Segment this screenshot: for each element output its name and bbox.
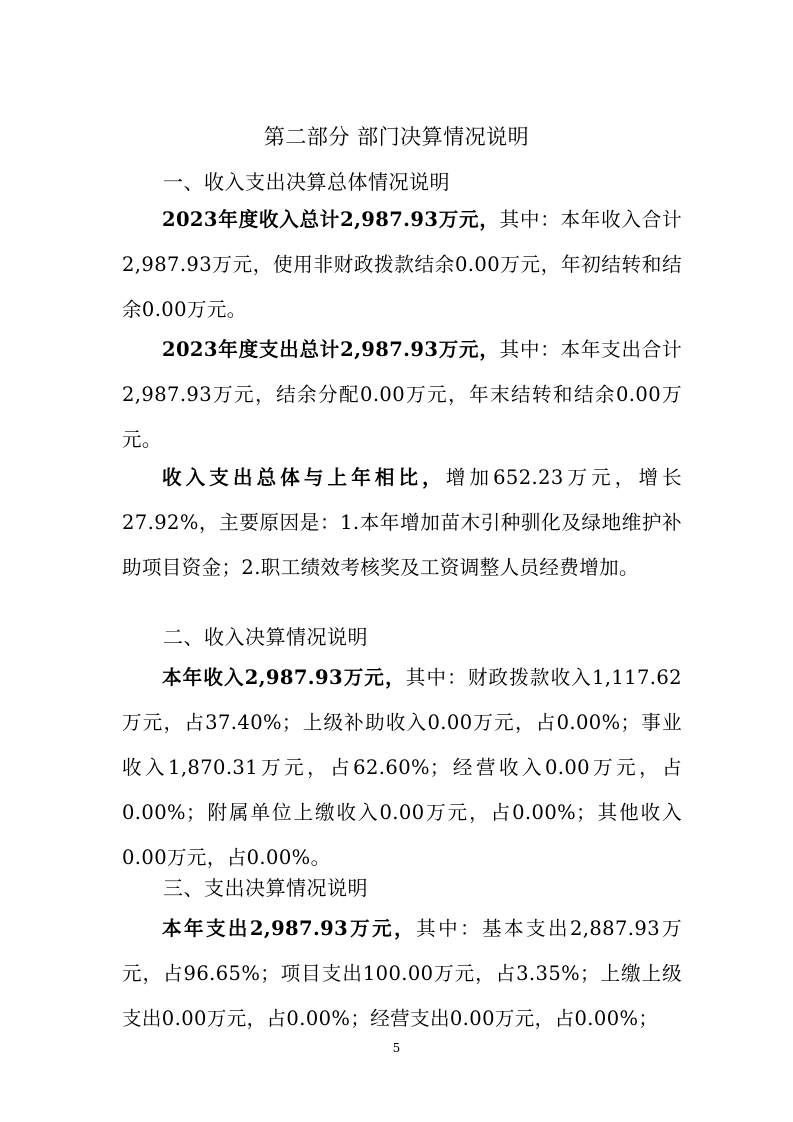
paragraph-lead: 本年支出2,987.93万元， <box>162 917 417 940</box>
section-heading-2: 二、收入决算情况说明 <box>163 625 368 649</box>
paragraph-lead: 2023年度支出总计2,987.93万元， <box>162 338 500 361</box>
paragraph-body: 增加652.23万元，增长27.92%，主要原因是：1.本年增加苗木引种驯化及绿地维护补助项目资金；2.职工绩效考核奖及工资调整人员经费增加。 <box>122 466 682 579</box>
section-heading-3: 三、支出决算情况说明 <box>163 876 368 900</box>
paragraph-body: 其中：本年收入合计2,987.93万元，使用非财政拨款结余0.00万元，年初结转和结余0.00万元。 <box>122 208 682 321</box>
paragraph-lead: 本年收入2,987.93万元， <box>162 666 406 689</box>
paragraph-lead: 收入支出总体与上年相比， <box>162 466 446 489</box>
paragraph-lead: 2023年度收入总计2,987.93万元， <box>162 208 500 231</box>
paragraph-income-detail <box>122 655 682 880</box>
page-number: 5 <box>392 1041 401 1055</box>
paragraph-expense-total <box>122 327 682 462</box>
page-title: 第二部分 部门决算情况说明 <box>263 125 530 149</box>
paragraph-body: 其中：本年支出合计2,987.93万元，结余分配0.00万元，年末结转和结余0.00万元。 <box>122 338 682 451</box>
section-heading-1: 一、收入支出决算总体情况说明 <box>163 170 450 194</box>
paragraph-expense-detail <box>122 906 682 1041</box>
paragraph-body: 其中：财政拨款收入1,117.62万元，占37.40%；上级补助收入0.00万元，占0.00%；事业收入1,870.31万元，占62.60%；经营收入0.00万元，占0.00%；附属单位上缴收入0.00万元，占0.00%；其他收入0.00万元，占0.00%。 <box>122 666 682 869</box>
paragraph-year-comparison <box>122 455 682 590</box>
paragraph-body: 其中：基本支出2,887.93万元，占96.65%；项目支出100.00万元，占3.35%；上缴上级支出0.00万元，占0.00%；经营支出0.00万元，占0.00%； <box>122 917 682 1030</box>
paragraph-income-total <box>122 197 682 332</box>
